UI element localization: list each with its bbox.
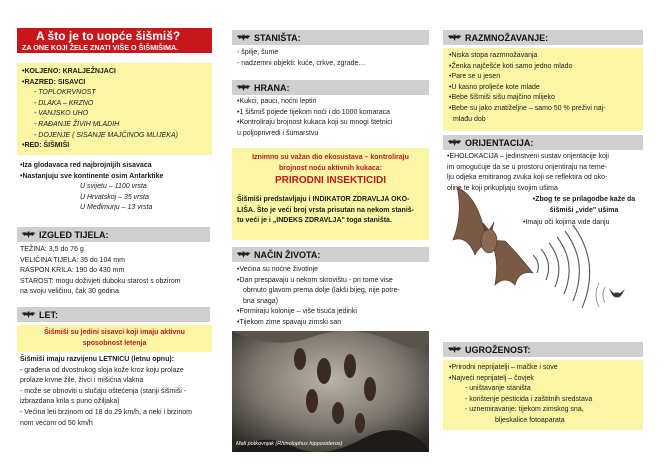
ecosystem-box <box>232 148 429 240</box>
reproduction-box <box>443 48 643 131</box>
food-line: •1 šišmiš pojede tijekom noći i do 1000 komaraca <box>237 108 391 116</box>
flight-line: - može se obnoviti u slučaju oštećenja (stariji šišmiši - <box>20 387 187 395</box>
lifestyle-line: •Formiraju kolonije – više tisuća jedinki <box>237 308 357 316</box>
species-line: •Nastanjuju sve kontinente osim Antarktike <box>20 172 164 180</box>
reproduction-line: •Pare se u jesen <box>449 73 501 81</box>
section-title: ORIJENTACIJA: <box>465 137 534 148</box>
page-title: A što je to uopće šišmiš? <box>36 29 181 43</box>
reproduction-line: •Bebe šišmiši sišu majčino mlijeko <box>449 94 555 102</box>
lifestyle-section <box>237 265 400 329</box>
bat-icon <box>236 83 251 92</box>
orientation-line: •EHOLOKACIJA – jedinstveni sustav orijentacije koji <box>447 153 609 160</box>
echolocation-illustration <box>445 185 645 330</box>
flight-line: prolaze krvne žile, živci i mišićna vlakna <box>20 377 144 385</box>
species-line: •Iza glodavaca red najbrojnijih sisavaca <box>20 162 152 169</box>
reproduction-line: •Bebe su jako znatiželjne – samo 50 % preživi naj- <box>449 104 606 112</box>
species-section <box>20 161 163 214</box>
bat-icon <box>447 345 462 354</box>
threats-line: •Prirodni neprijatelji – mačke i sove <box>449 364 558 371</box>
bat-icon <box>447 33 462 42</box>
flight-highlight-box <box>17 325 212 352</box>
bat-icon <box>447 138 462 147</box>
ecosystem-line: Iznimno su važan dio ekosustava – kontroliraju <box>252 154 409 161</box>
species-line: U svijetu – 1100 vrsta <box>80 183 147 191</box>
lifestyle-line: obrnuto glavom prema dolje (lakši bijeg, nije potre- <box>243 287 400 295</box>
orientation-line: •Zbog te se prilagodbe kaže da <box>532 196 636 203</box>
food-line: •Kukci, pauci, noćni leptiri <box>237 98 317 105</box>
section-title: NAČIN ŽIVOTA: <box>254 249 321 260</box>
section-header-habitats <box>232 30 429 45</box>
lifestyle-line: •Većina su noćne životinje <box>237 266 319 273</box>
classification-line: •RAZRED: SISAVCI <box>22 78 86 86</box>
classification-line: - TOPLOKRVNOST <box>34 89 96 97</box>
orientation-line: •Imaju oči kojima vide danju <box>523 219 610 226</box>
reproduction-line: mlađu dob <box>453 115 486 123</box>
reproduction-line: •Niska stopa razmnožavanja <box>449 52 538 59</box>
threats-line: bljeskalice fotoaparata <box>495 416 565 424</box>
flight-line: - Većina leti brzinom od 18 do 29 km/h, a neki i brzinom <box>20 408 192 416</box>
food-section <box>237 97 392 139</box>
section-header-lifestyle <box>232 247 429 262</box>
section-title: IZGLED TIJELA: <box>39 229 109 240</box>
ecosystem-big-label: PRIRODNI INSEKTICIDI <box>274 175 387 187</box>
section-title: HRANA: <box>254 82 290 93</box>
section-title: UGROŽENOST: <box>465 344 531 355</box>
orientation-line: oline te koji prikupljaju svojim ušima <box>447 184 558 192</box>
section-title: LET: <box>39 309 58 320</box>
section-header-body-size <box>17 227 210 242</box>
reproduction-line: •Ženka najčešće koti samo jedno mlado <box>449 62 573 70</box>
photo-caption: Mali potkovnjak (Rhinolophus hipposideros) <box>236 441 343 447</box>
habitats-line: - špilje, šume <box>237 49 279 56</box>
reproduction-line: •U kasno proljeće kote mlade <box>449 83 540 91</box>
section-title: RAZMNOŽAVANJE: <box>465 32 549 43</box>
food-line: u poljoprivredi i šumarstvu <box>237 129 319 137</box>
ecosystem-line: brojnost noću aktivnih kukaca: <box>278 164 383 172</box>
bat-icon <box>236 33 251 42</box>
orientation-line: im omogućuje da se u prostoru orijentiraju na teme- <box>447 163 607 171</box>
classification-line: - VANJSKO UHO <box>34 110 89 118</box>
ecosystem-line: Šišmiši predstavljaju i INDIKATOR ZDRAVLJA OKO- <box>237 196 410 203</box>
classification-line: - RAĐANJE ŽIVIH MLADIH <box>34 120 120 128</box>
orientation-line: šišmiši „vide" ušima <box>549 206 619 214</box>
species-line: U Hrvatskoj – 35 vrsta <box>80 193 149 201</box>
bat-icon <box>21 230 36 239</box>
flight-line: nom većom od 50 km/h <box>20 419 93 427</box>
threats-line: - uništavanje staništa <box>465 385 531 393</box>
flight-highlight-line: sposobnost letenja <box>82 339 147 347</box>
species-line: U Međimurju – 13 vrsta <box>80 204 153 212</box>
body-size-line: TEŽINA: 3,5 do 76 g <box>20 246 84 253</box>
classification-line: •RED: ŠIŠMIŠI <box>22 142 70 150</box>
section-header-orientation <box>443 135 643 150</box>
body-size-line: na svoju veličinu, čak 30 godina <box>20 288 119 296</box>
lifestyle-line: •Dan prespavaju u nekom skrovištu - pri tome vise <box>237 276 393 284</box>
ecosystem-line: tu veći je i „INDEKS ZDRAVLJA" toga staništa. <box>237 217 392 225</box>
section-title: STANIŠTA: <box>254 32 301 43</box>
threats-box <box>443 360 643 430</box>
body-size-section <box>20 245 181 298</box>
classification-line: •KOLJENO: KRALJEŽNJACI <box>22 68 116 75</box>
classification-box <box>17 63 212 155</box>
flight-line: izbrazdana krila s puno ožiljaka) <box>20 398 120 406</box>
flight-line: Šišmiši imaju razvijenu LETNICU (letnu opnu): <box>20 356 175 363</box>
flight-highlight-line: Šišmiši su jedini sisavci koji imaju aktivnu <box>44 329 185 336</box>
threats-line: •Najveći neprijatelj – čovjek <box>449 374 534 382</box>
bat-icon <box>21 310 36 319</box>
bat-icon <box>236 250 251 259</box>
threats-line: - uznemiravanje: tijekom zimskog sna, <box>465 406 584 414</box>
classification-line: - DLAKA – KRZNO <box>34 99 94 107</box>
threats-line: - korištenje pesticida i zaštitnih sredstava <box>465 395 593 403</box>
section-header-threats <box>443 342 643 357</box>
page-subtitle: ZA ONE KOJI ŽELE ZNATI VIŠE O ŠIŠMIŠIMA. <box>22 43 179 52</box>
bat-colony-photo <box>232 331 429 452</box>
lifestyle-line: •Tijekom zime spavaju zimski san <box>237 318 342 326</box>
body-size-line: STAROST: mogu doživjeti duboku starost s obzirom <box>20 277 181 285</box>
flight-section <box>20 355 192 429</box>
ecosystem-line: LIŠA. Što je veći broj vrsta prisutan na nekom staniš- <box>237 206 414 214</box>
classification-line: - DOJENJE ( SISANJE MAJČINOG MLIJEKA) <box>34 131 178 139</box>
body-size-line: VELIČINA TIJELA: 35 do 104 mm <box>20 256 125 264</box>
title-banner <box>17 28 212 53</box>
flight-line: - građena od dvostrukog sloja kože kroz koju prolaze <box>20 366 184 374</box>
section-header-reproduction <box>443 30 643 45</box>
lifestyle-line: bna snaga) <box>243 297 279 305</box>
orientation-line: lju odjeka emitiranog zvuka koji se reflektira od oko- <box>447 174 608 182</box>
section-header-food <box>232 80 429 95</box>
habitats-line: - nadzemni objekti: kuće, crkve, zgrade… <box>237 59 366 67</box>
food-line: •Kontroliraju brojnost kukaca koji su mnogi štetnici <box>237 119 393 127</box>
body-size-line: RASPON KRILA: 190 do 430 mm <box>20 267 125 275</box>
section-header-flight <box>17 307 210 322</box>
habitats-section <box>237 48 365 69</box>
